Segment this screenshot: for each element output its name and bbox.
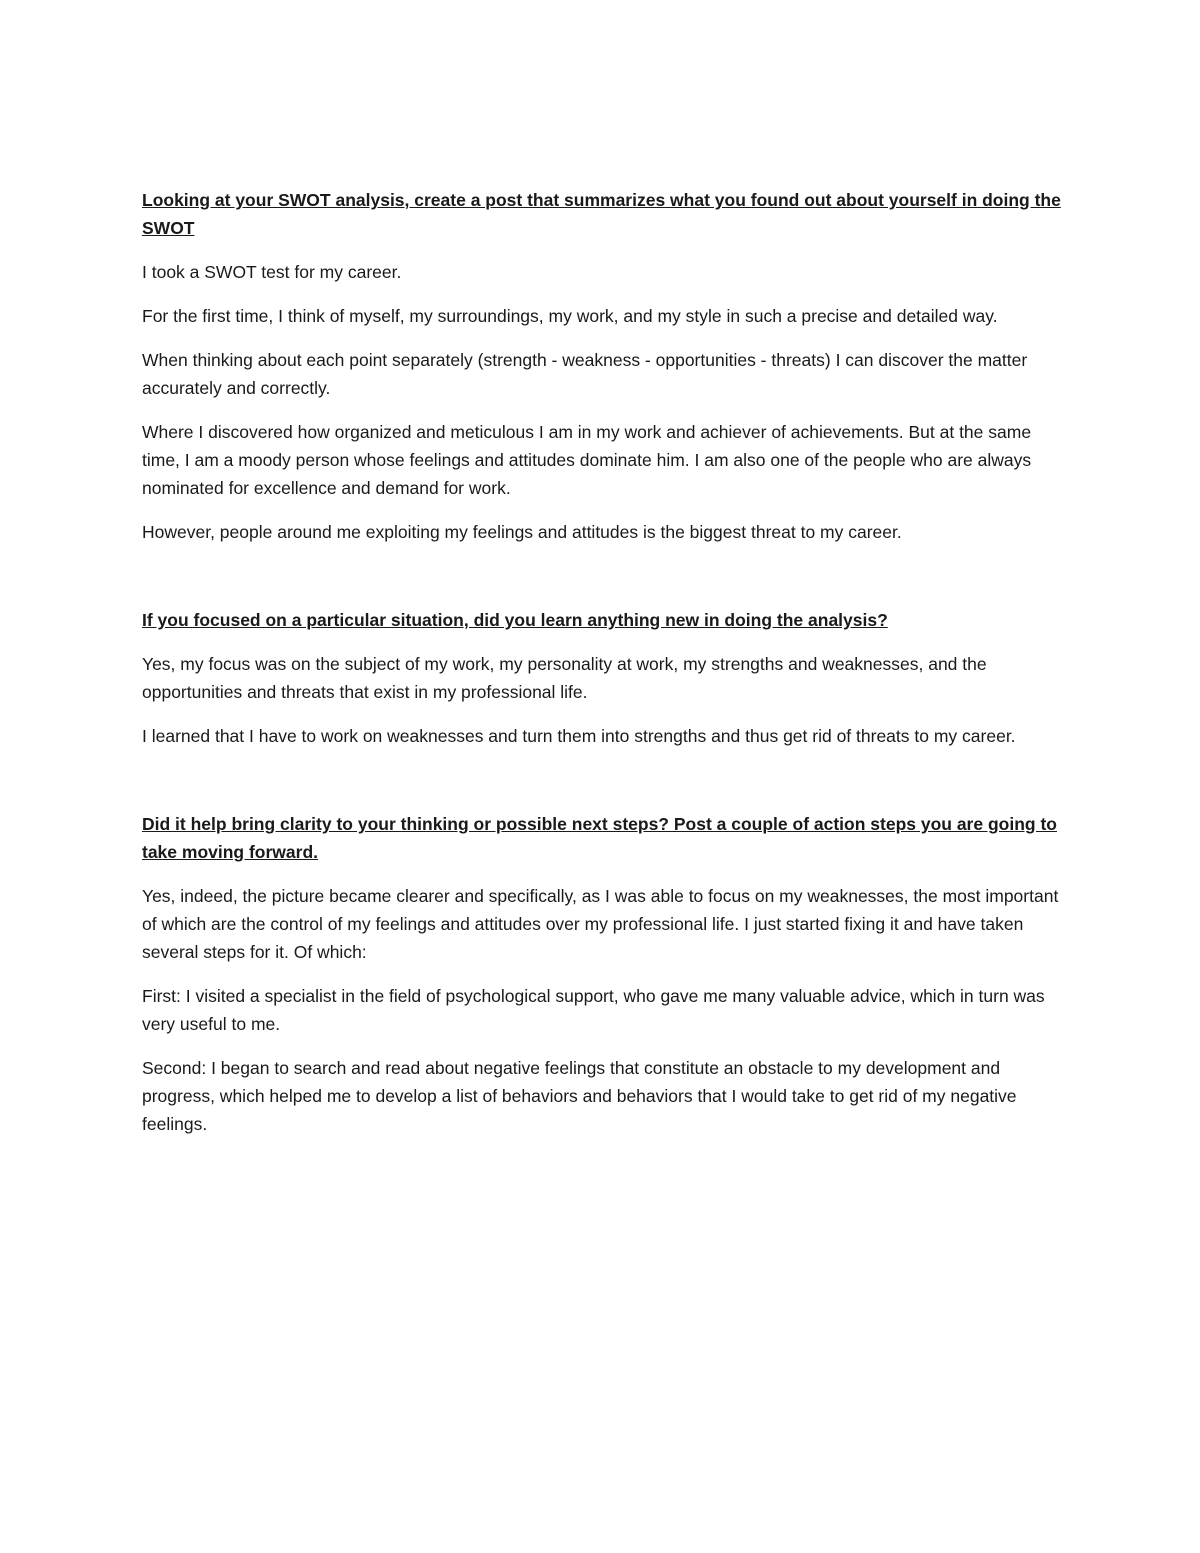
paragraph: Second: I began to search and read about negative feelings that constitute an obstacle to my development and progress, which helped me to develop a list of behaviors and behaviors that I would take to get rid of my negative feelings. (142, 1058, 1017, 1134)
paragraph: I learned that I have to work on weaknesses and turn them into strengths and thus get rid of threats to my career. (142, 726, 1016, 746)
section-particular-situation (142, 606, 1062, 750)
document-page (142, 186, 1062, 1154)
paragraph: When thinking about each point separately (strength - weakness - opportunities - threats) I can discover the matter accurately and correctly. (142, 350, 1028, 398)
paragraph: First: I visited a specialist in the field of psychological support, who gave me many valuable advice, which in turn was very useful to me. (142, 986, 1045, 1034)
paragraph: I took a SWOT test for my career. (142, 262, 402, 282)
paragraph: However, people around me exploiting my feelings and attitudes is the biggest threat to my career. (142, 522, 902, 542)
section-heading: Looking at your SWOT analysis, create a post that summarizes what you found out about yourself in doing the SWOT (142, 190, 1061, 238)
paragraph: Where I discovered how organized and meticulous I am in my work and achiever of achievements. But at the same time, I am a moody person whose feelings and attitudes dominate him. I am also one of the people who are always nominated for excellence and demand for work. (142, 422, 1032, 498)
section-swot-summary (142, 186, 1062, 546)
section-heading: If you focused on a particular situation, did you learn anything new in doing the analysis? (142, 610, 888, 630)
section-clarity-next-steps (142, 810, 1062, 1138)
paragraph: For the first time, I think of myself, my surroundings, my work, and my style in such a precise and detailed way. (142, 306, 998, 326)
paragraph: Yes, indeed, the picture became clearer and specifically, as I was able to focus on my weaknesses, the most important of which are the control of my feelings and attitudes over my professional life. I just started fixing it and have taken several steps for it. Of which: (142, 886, 1059, 962)
section-heading: Did it help bring clarity to your thinking or possible next steps? Post a couple of action steps you are going to take moving forward. (142, 814, 1057, 862)
section-spacer (142, 562, 1062, 606)
section-spacer (142, 766, 1062, 810)
paragraph: Yes, my focus was on the subject of my work, my personality at work, my strengths and weaknesses, and the opportunities and threats that exist in my professional life. (142, 654, 987, 702)
